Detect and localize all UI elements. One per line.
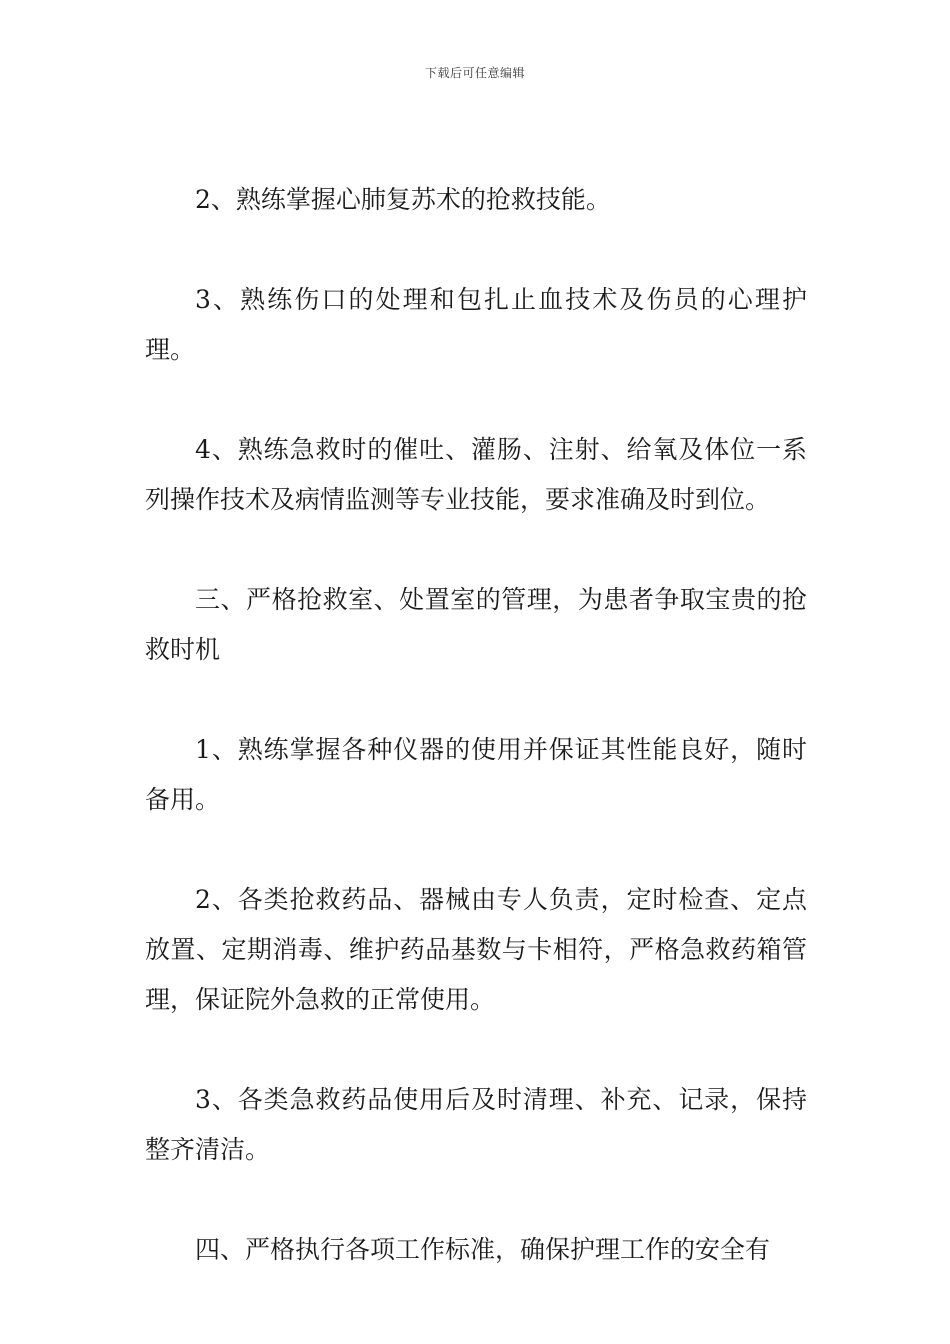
paragraph-instruments: 1、熟练掌握各种仪器的使用并保证其性能良好，随时备用。	[145, 735, 807, 814]
paragraph-wound-care: 3、熟练伤口的处理和包扎止血技术及伤员的心理护理。	[145, 285, 807, 364]
paragraph-cpr-skill: 2、熟练掌握心肺复苏术的抢救技能。	[195, 185, 611, 214]
paragraph-drug-restock: 3、各类急救药品使用后及时清理、补充、记录，保持整齐清洁。	[145, 1085, 807, 1164]
page-header: 下载后可任意编辑	[424, 66, 525, 80]
section-heading-rescue-room: 三、严格抢救室、处置室的管理，为患者争取宝贵的抢救时机	[145, 585, 807, 664]
paragraph-drugs-equipment: 2、各类抢救药品、器械由专人负责，定时检查、定点放置、定期消毒、维护药品基数与卡相符，严格急救药箱管理，保证院外急救的正常使用。	[145, 885, 807, 1014]
section-heading-work-standards: 四、严格执行各项工作标准，确保护理工作的安全有	[195, 1235, 771, 1264]
paragraph-emergency-techniques: 4、熟练急救时的催吐、灌肠、注射、给氧及体位一系列操作技术及病情监测等专业技能，要求准确及时到位。	[145, 435, 807, 514]
document-body	[145, 175, 807, 1325]
